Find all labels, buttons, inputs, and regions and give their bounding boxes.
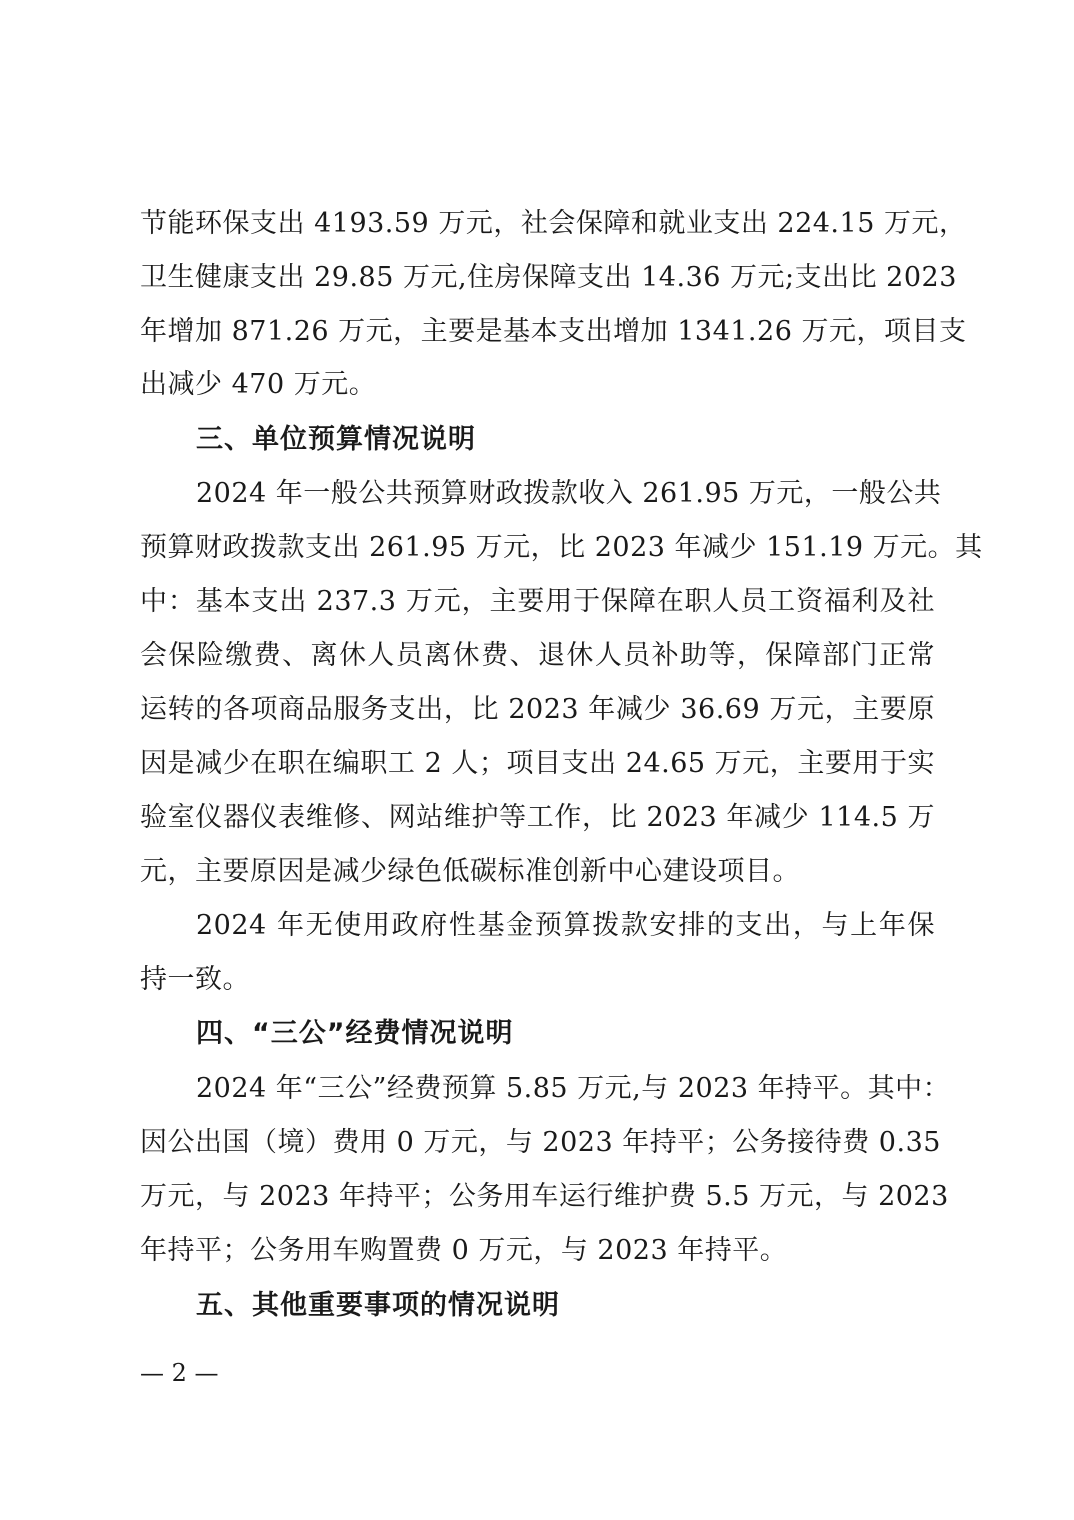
section-5-heading: 五、其他重要事项的情况说明 (196, 1290, 560, 1321)
section-3-p1-line-1: 2024 年一般公共预算财政拨款收入 261.95 万元，一般公共 (196, 478, 942, 509)
section-4-p1-line-2: 因公出国（境）费用 0 万元，与 2023 年持平；公务接待费 0.35 (140, 1127, 941, 1158)
paragraph-1-line-1: 节能环保支出 4193.59 万元，社会保障和就业支出 224.15 万元， (140, 208, 967, 239)
section-3-p1-line-5: 运转的各项商品服务支出，比 2023 年减少 36.69 万元，主要原 (140, 694, 935, 725)
paragraph-1-line-4: 出减少 470 万元。 (140, 369, 377, 400)
section-3-p1-line-2: 预算财政拨款支出 261.95 万元，比 2023 年减少 151.19 万元。其 (140, 532, 983, 563)
section-3-p1-line-6: 因是减少在职在编职工 2 人；项目支出 24.65 万元，主要用于实 (140, 748, 935, 779)
section-3-p1-line-7: 验室仪器仪表维修、网站维护等工作，比 2023 年减少 114.5 万 (140, 802, 935, 833)
paragraph-1-line-3: 年增加 871.26 万元，主要是基本支出增加 1341.26 万元，项目支 (140, 316, 967, 347)
section-4-p1-line-4: 年持平；公务用车购置费 0 万元，与 2023 年持平。 (140, 1235, 788, 1266)
section-3-p2-line-2: 持一致。 (140, 964, 250, 995)
section-3-heading: 三、单位预算情况说明 (196, 424, 476, 455)
page-number: — 2 — (140, 1359, 219, 1387)
section-4-heading: 四、“三公”经费情况说明 (196, 1018, 514, 1049)
section-4-p1-line-1: 2024 年“三公”经费预算 5.85 万元,与 2023 年持平。其中： (196, 1073, 951, 1104)
section-3-p1-line-3: 中：基本支出 237.3 万元，主要用于保障在职人员工资福利及社 (140, 586, 935, 617)
section-3-p2-line-1: 2024 年无使用政府性基金预算拨款安排的支出，与上年保 (196, 910, 935, 941)
section-3-p1-line-8: 元，主要原因是减少绿色低碳标准创新中心建设项目。 (140, 856, 800, 887)
section-4-p1-line-3: 万元，与 2023 年持平；公务用车运行维护费 5.5 万元，与 2023 (140, 1181, 949, 1212)
paragraph-1-line-2: 卫生健康支出 29.85 万元,住房保障支出 14.36 万元;支出比 2023 (140, 262, 957, 293)
section-3-p1-line-4: 会保险缴费、离休人员离休费、退休人员补助等，保障部门正常 (140, 640, 935, 671)
